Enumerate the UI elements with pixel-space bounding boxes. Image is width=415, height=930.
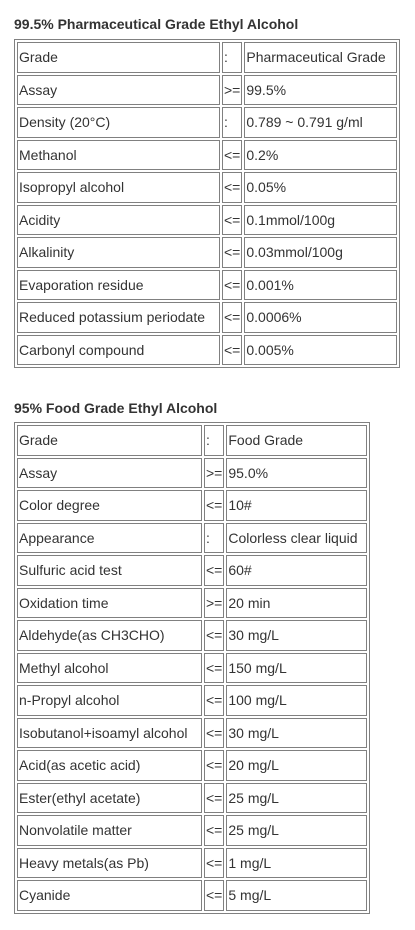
parameter-name-cell: Appearance <box>17 523 202 554</box>
parameter-value-cell: 99.5% <box>244 75 397 106</box>
comparison-operator-cell: <= <box>222 140 242 171</box>
table-row <box>17 783 367 814</box>
comparison-operator-cell: >= <box>204 588 224 619</box>
comparison-operator-cell: : <box>204 425 224 456</box>
table-row <box>17 205 397 236</box>
parameter-name-cell: Nonvolatile matter <box>17 815 202 846</box>
table-row <box>17 750 367 781</box>
pharma-grade-spec-table <box>14 39 400 368</box>
comparison-operator-cell: <= <box>204 880 224 911</box>
comparison-operator-cell: <= <box>204 555 224 586</box>
parameter-name-cell: Density (20°C) <box>17 107 220 138</box>
food-grade-title: 95% Food Grade Ethyl Alcohol <box>14 400 218 416</box>
table-row <box>17 140 397 171</box>
comparison-operator-cell: >= <box>222 75 242 106</box>
table-row <box>17 490 367 521</box>
parameter-value-cell: 95.0% <box>226 458 367 489</box>
parameter-value-cell: 0.1mmol/100g <box>244 205 397 236</box>
parameter-name-cell: Heavy metals(as Pb) <box>17 848 202 879</box>
parameter-value-cell: 0.2% <box>244 140 397 171</box>
table-row <box>17 237 397 268</box>
table-row <box>17 815 367 846</box>
parameter-value-cell: 100 mg/L <box>226 685 367 716</box>
parameter-value-cell: Colorless clear liquid <box>226 523 367 554</box>
parameter-name-cell: Aldehyde(as CH3CHO) <box>17 620 202 651</box>
parameter-value-cell: 30 mg/L <box>226 620 367 651</box>
table-row <box>17 270 397 301</box>
table-row <box>17 458 367 489</box>
parameter-value-cell: 10# <box>226 490 367 521</box>
comparison-operator-cell: <= <box>204 750 224 781</box>
parameter-value-cell: 0.03mmol/100g <box>244 237 397 268</box>
parameter-name-cell: Ester(ethyl acetate) <box>17 783 202 814</box>
parameter-name-cell: n-Propyl alcohol <box>17 685 202 716</box>
table-row <box>17 107 397 138</box>
parameter-value-cell: Food Grade <box>226 425 367 456</box>
comparison-operator-cell: <= <box>204 620 224 651</box>
parameter-name-cell: Assay <box>17 75 220 106</box>
parameter-name-cell: Reduced potassium periodate <box>17 302 220 333</box>
table-row <box>17 653 367 684</box>
parameter-name-cell: Sulfuric acid test <box>17 555 202 586</box>
parameter-name-cell: Cyanide <box>17 880 202 911</box>
parameter-value-cell: 20 min <box>226 588 367 619</box>
parameter-value-cell: 0.005% <box>244 335 397 366</box>
comparison-operator-cell: <= <box>222 335 242 366</box>
parameter-name-cell: Acid(as acetic acid) <box>17 750 202 781</box>
table-row <box>17 335 397 366</box>
comparison-operator-cell: <= <box>222 172 242 203</box>
parameter-name-cell: Evaporation residue <box>17 270 220 301</box>
comparison-operator-cell: <= <box>204 685 224 716</box>
parameter-name-cell: Grade <box>17 425 202 456</box>
pharma-grade-title: 99.5% Pharmaceutical Grade Ethyl Alcohol <box>14 16 299 32</box>
parameter-value-cell: 5 mg/L <box>226 880 367 911</box>
parameter-name-cell: Grade <box>17 42 220 73</box>
comparison-operator-cell: <= <box>204 490 224 521</box>
table-row <box>17 848 367 879</box>
table-row <box>17 685 367 716</box>
comparison-operator-cell: : <box>222 42 242 73</box>
table-row <box>17 718 367 749</box>
parameter-value-cell: 1 mg/L <box>226 848 367 879</box>
comparison-operator-cell: <= <box>222 302 242 333</box>
table-row <box>17 588 367 619</box>
parameter-name-cell: Isopropyl alcohol <box>17 172 220 203</box>
table-row <box>17 620 367 651</box>
table-row <box>17 425 367 456</box>
table-row <box>17 75 397 106</box>
parameter-value-cell: 0.789 ~ 0.791 g/ml <box>244 107 397 138</box>
parameter-value-cell: 0.001% <box>244 270 397 301</box>
table-row <box>17 172 397 203</box>
parameter-name-cell: Isobutanol+isoamyl alcohol <box>17 718 202 749</box>
comparison-operator-cell: <= <box>204 815 224 846</box>
parameter-name-cell: Methanol <box>17 140 220 171</box>
table-row <box>17 42 397 73</box>
parameter-name-cell: Carbonyl compound <box>17 335 220 366</box>
table-row <box>17 302 397 333</box>
parameter-name-cell: Assay <box>17 458 202 489</box>
comparison-operator-cell: <= <box>204 848 224 879</box>
comparison-operator-cell: <= <box>222 237 242 268</box>
parameter-name-cell: Oxidation time <box>17 588 202 619</box>
food-grade-spec-table <box>14 422 370 914</box>
parameter-value-cell: 25 mg/L <box>226 783 367 814</box>
parameter-name-cell: Alkalinity <box>17 237 220 268</box>
parameter-name-cell: Methyl alcohol <box>17 653 202 684</box>
parameter-value-cell: 0.0006% <box>244 302 397 333</box>
comparison-operator-cell: >= <box>204 458 224 489</box>
parameter-value-cell: 150 mg/L <box>226 653 367 684</box>
comparison-operator-cell: : <box>222 107 242 138</box>
comparison-operator-cell: : <box>204 523 224 554</box>
table-row <box>17 523 367 554</box>
comparison-operator-cell: <= <box>204 653 224 684</box>
parameter-value-cell: 20 mg/L <box>226 750 367 781</box>
comparison-operator-cell: <= <box>204 783 224 814</box>
parameter-value-cell: 25 mg/L <box>226 815 367 846</box>
comparison-operator-cell: <= <box>222 270 242 301</box>
parameter-name-cell: Acidity <box>17 205 220 236</box>
parameter-value-cell: 0.05% <box>244 172 397 203</box>
comparison-operator-cell: <= <box>222 205 242 236</box>
parameter-value-cell: Pharmaceutical Grade <box>244 42 397 73</box>
parameter-value-cell: 60# <box>226 555 367 586</box>
parameter-name-cell: Color degree <box>17 490 202 521</box>
parameter-value-cell: 30 mg/L <box>226 718 367 749</box>
table-row <box>17 555 367 586</box>
comparison-operator-cell: <= <box>204 718 224 749</box>
table-row <box>17 880 367 911</box>
